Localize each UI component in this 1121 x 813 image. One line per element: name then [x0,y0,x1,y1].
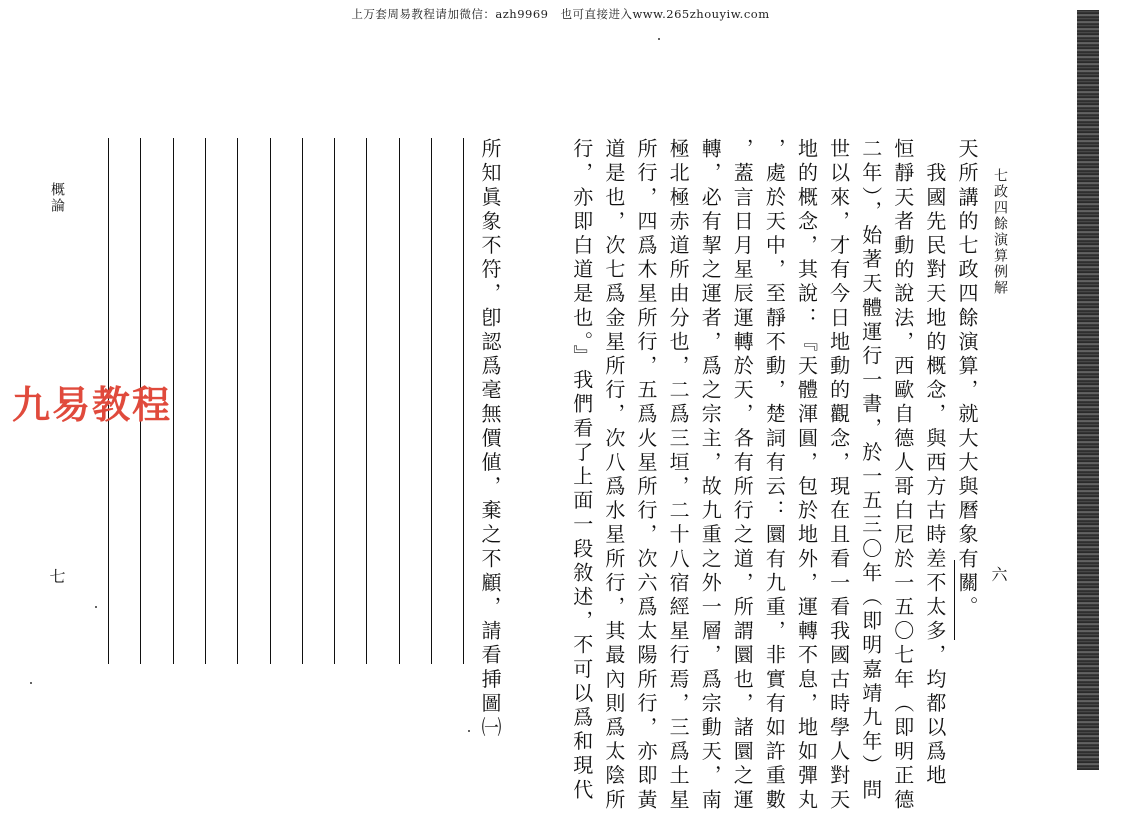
watermark-logo: 九易教程 [12,383,173,427]
ruled-line [270,138,271,664]
text-column: 道是也，次七爲金星所行，次八爲水星所行，其最內則爲太陰所 [601,138,626,813]
right-page-number: 六 [989,566,1008,587]
text-column: 天所講的七政四餘演算，就大大與曆象有關。 [955,138,979,620]
text-column: 世以來，才有今日地動的觀念，現在且看一看我國古時學人對天 [826,138,851,813]
ruled-line [366,138,367,664]
book-binding-edge [1077,10,1099,770]
speck [95,606,97,608]
text-column: ，處於天中，至靜不動，楚詞有云：圜有九重，非實有如許重數 [762,138,787,813]
speck [30,682,32,684]
text-column: 所知眞象不符，卽認爲毫無價値，棄之不顧，請看挿圖㈠ [478,138,502,741]
text-column: 行，亦即白道是也。』我們看了上面一段敘述，不可以爲和現代 [569,138,594,803]
speck [658,38,660,40]
ruled-line [431,138,432,664]
text-column: 所行，四爲木星所行，五爲火星所行，次六爲太陽所行，亦即黃 [634,138,658,813]
ruled-line [302,138,303,664]
ruled-line [237,138,238,664]
speck [468,730,470,732]
ruled-line [205,138,206,664]
ruled-line [173,138,174,664]
source-header: 上万套周易教程请加微信：azh9969 也可直接进入www.265zhouyiw.com [351,7,770,21]
left-page-number: 七 [47,568,66,589]
text-column: 二年），始著天體運行一書，於一五三〇年（即明嘉靖九年）問 [858,138,883,803]
left-running-title: 概論 [49,182,65,214]
text-column: 極北極赤道所由分也，二爲三垣，二十八宿經星行焉，三爲土星 [666,138,691,813]
text-column: ，蓋言日月星辰運轉於天，各有所行之道，所謂圜也，諸圜之運 [730,138,755,813]
ruled-line [399,138,400,664]
text-column: 轉，必有挈之運者，爲之宗主，故九重之外一層，爲宗動天，南 [698,138,723,813]
text-column: 地的概念，其說：『天體渾圓，包於地外，運轉不息，地如彈丸 [794,138,819,813]
column-rule [954,560,955,640]
ruled-line [463,138,464,664]
ruled-line [334,138,335,664]
right-running-title: 七政四餘演算例解 [992,168,1008,296]
text-column: 我國先民對天地的概念，與西方古時差不太多，均都以爲地 [922,138,947,789]
text-column: 恒靜天者動的說法，西歐自德人哥白尼於一五〇七年（即明正德 [890,138,915,813]
